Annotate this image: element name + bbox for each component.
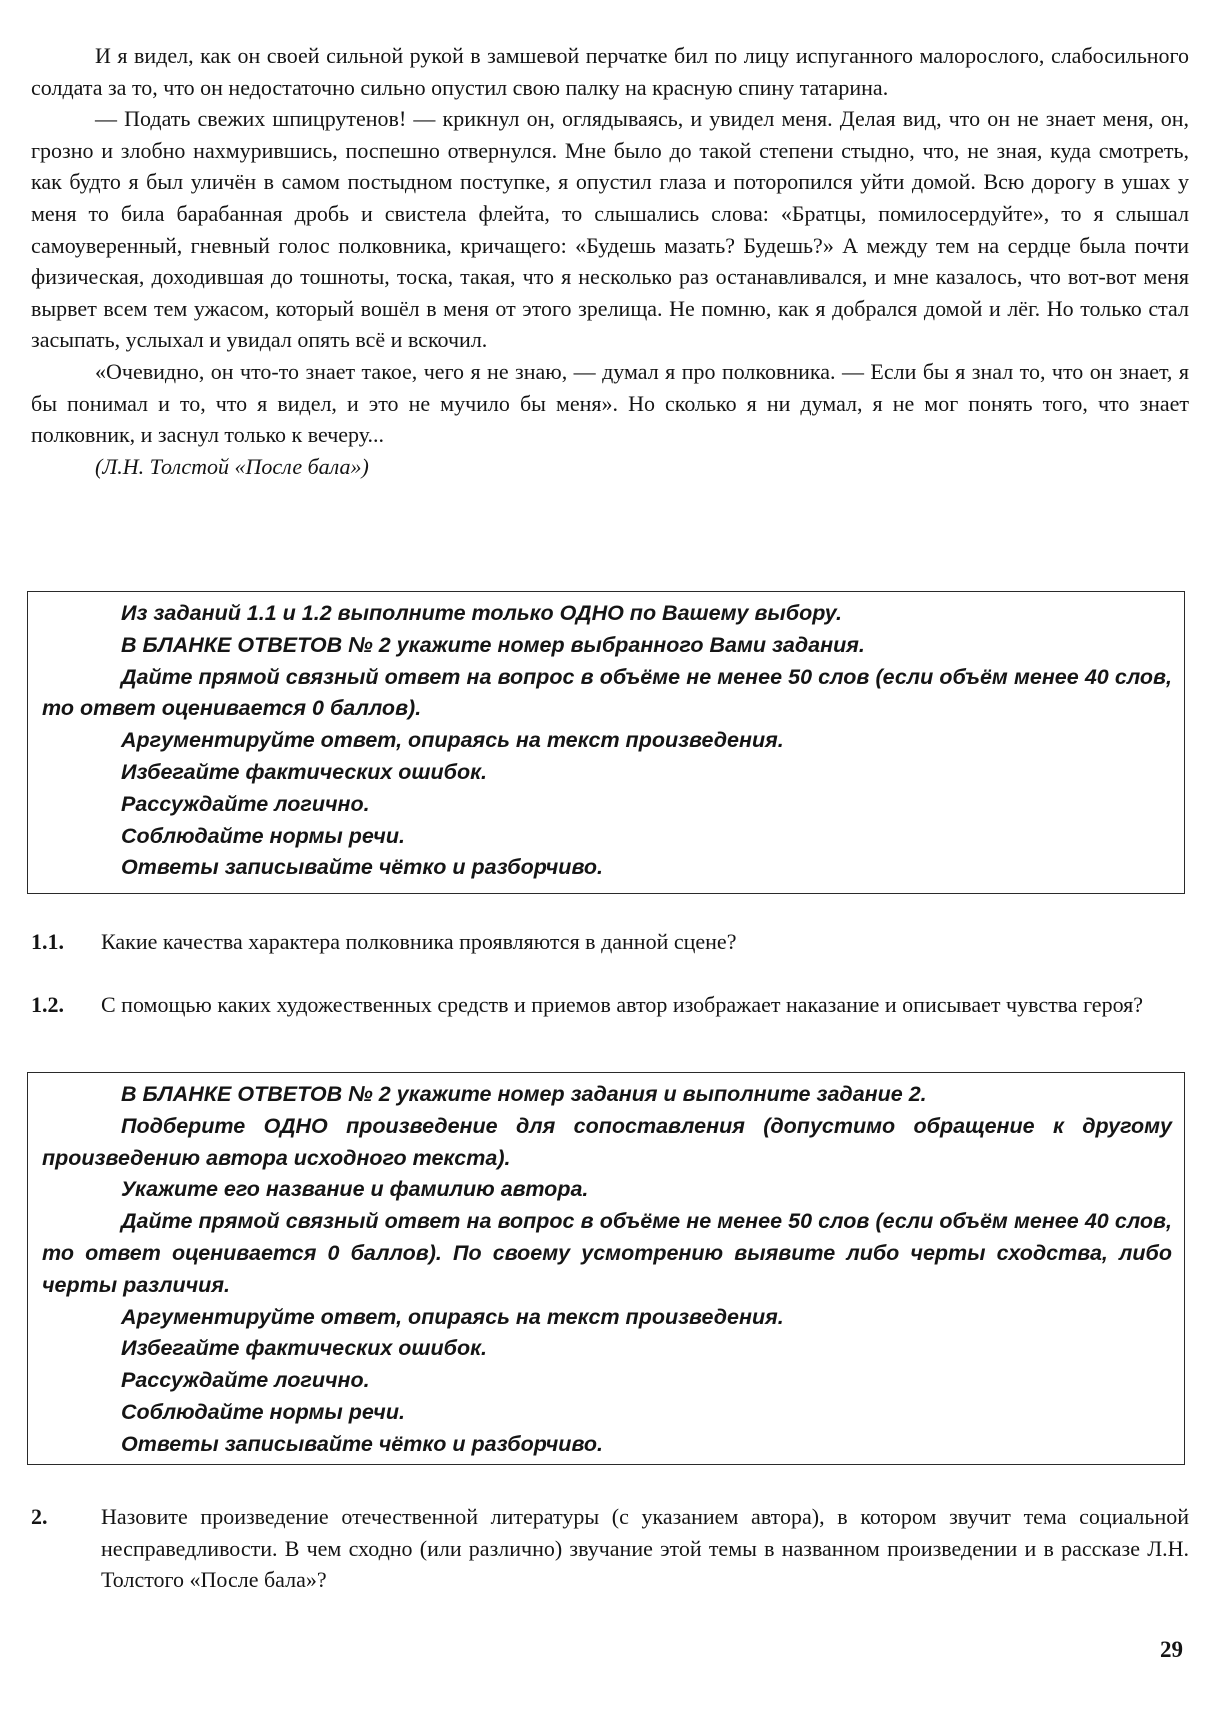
instruction-line: В БЛАНКЕ ОТВЕТОВ № 2 укажите номер выбранного Вами задания.	[121, 632, 865, 657]
instruction-line: Избегайте фактических ошибок.	[121, 1336, 487, 1361]
instruction-line: Подберите ОДНО произведение для сопоставления (допустимо обращение к другому произведению автора исходного текста).	[42, 1113, 1172, 1170]
passage-paragraph: «Очевидно, он что-то знает такое, чего я не знаю, — думал я про полковника. — Если бы я знал то, что он знает, я бы понимал и то, что я видел, и это не мучило бы меня». Но сколько я ни думал, я не мог понять того, что знает полковник, и заснул только к вечеру...	[31, 358, 1189, 448]
task-question: Какие качества характера полковника проявляются в данной сцене?	[101, 929, 737, 954]
instructions-box-task-1	[27, 591, 1185, 894]
instruction-line: Соблюдайте нормы речи.	[121, 823, 405, 848]
instruction-line: Соблюдайте нормы речи.	[121, 1399, 405, 1424]
task-2	[31, 1501, 1189, 1596]
instruction-line: Из заданий 1.1 и 1.2 выполните только ОДНО по Вашему выбору.	[121, 601, 842, 625]
instruction-line: Ответы записывайте чётко и разборчиво.	[121, 855, 603, 880]
instruction-line: Аргументируйте ответ, опираясь на текст произведения.	[121, 728, 784, 753]
task-1-2	[31, 989, 1189, 1021]
instruction-line: Аргументируйте ответ, опираясь на текст произведения.	[121, 1304, 784, 1329]
literary-passage	[31, 40, 1189, 482]
instruction-line: Укажите его название и фамилию автора.	[121, 1177, 589, 1202]
task-number: 2.	[31, 1504, 48, 1529]
instruction-line: Избегайте фактических ошибок.	[121, 759, 487, 784]
instruction-line: Рассуждайте логично.	[121, 1368, 370, 1393]
page-number: 29	[1160, 1637, 1183, 1662]
task-1-1	[31, 926, 1189, 958]
task-question: С помощью каких художественных средств и приемов автор изображает наказание и описывает чувства героя?	[101, 992, 1144, 1017]
instructions-box-task-2	[27, 1072, 1185, 1465]
instruction-line: Рассуждайте логично.	[121, 791, 370, 816]
passage-paragraph: — Подать свежих шпицрутенов! — крикнул он, оглядываясь, и увидел меня. Делая вид, что он не знает меня, он, грозно и злобно нахмурившись, поспешно отвернулся. Мне было до такой степени стыдно, что, не зная, куда смотреть, как будто я был уличён в самом постыдном поступке, я опустил глаза и поторопился уйти домой. Всю дорогу в ушах у меня то била барабанная дробь и свистела флейта, то слышались слова: «Братцы, помилосердуйте», то я слышал самоуверенный, гневный голос полковника, кричащего: «Будешь мазать? Будешь?» А между тем на сердце была почти физическая, доходившая до тошноты, тоска, такая, что я несколько раз останавливался, и мне казалось, что вот-вот меня вырвет всем тем ужасом, который вошёл в меня от этого зрелища. Не помню, как я добрался домой и лёг. Но только стал засыпать, услыхал и увидал опять всё и вскочил.	[31, 106, 1189, 353]
instruction-line: Дайте прямой связный ответ на вопрос в объёме не менее 50 слов (если объём менее 40 слов, то ответ оценивается 0 баллов). По своему усмотрению выявите либо черты сходства, либо черты различия.	[42, 1209, 1172, 1297]
task-number: 1.1.	[31, 929, 64, 954]
passage-attribution: (Л.Н. Толстой «После бала»)	[95, 453, 369, 479]
instruction-line: Ответы записывайте чётко и разборчиво.	[121, 1431, 603, 1456]
task-question: Назовите произведение отечественной литературы (с указанием автора), в котором звучит тема социальной несправедливости. В чем сходно (или различно) звучание этой темы в названном произведении и в рассказе Л.Н. Толстого «После бала»?	[101, 1504, 1189, 1593]
instruction-line: Дайте прямой связный ответ на вопрос в объёме не менее 50 слов (если объём менее 40 слов, то ответ оценивается 0 баллов).	[42, 664, 1172, 721]
task-number: 1.2.	[31, 992, 64, 1017]
passage-paragraph: И я видел, как он своей сильной рукой в замшевой перчатке бил по лицу испуганного малорослого, слабосильного солдата за то, что он недостаточно сильно опустил свою палку на красную спину татарина.	[31, 43, 1189, 100]
instruction-line: В БЛАНКЕ ОТВЕТОВ № 2 укажите номер задания и выполните задание 2.	[121, 1082, 927, 1106]
